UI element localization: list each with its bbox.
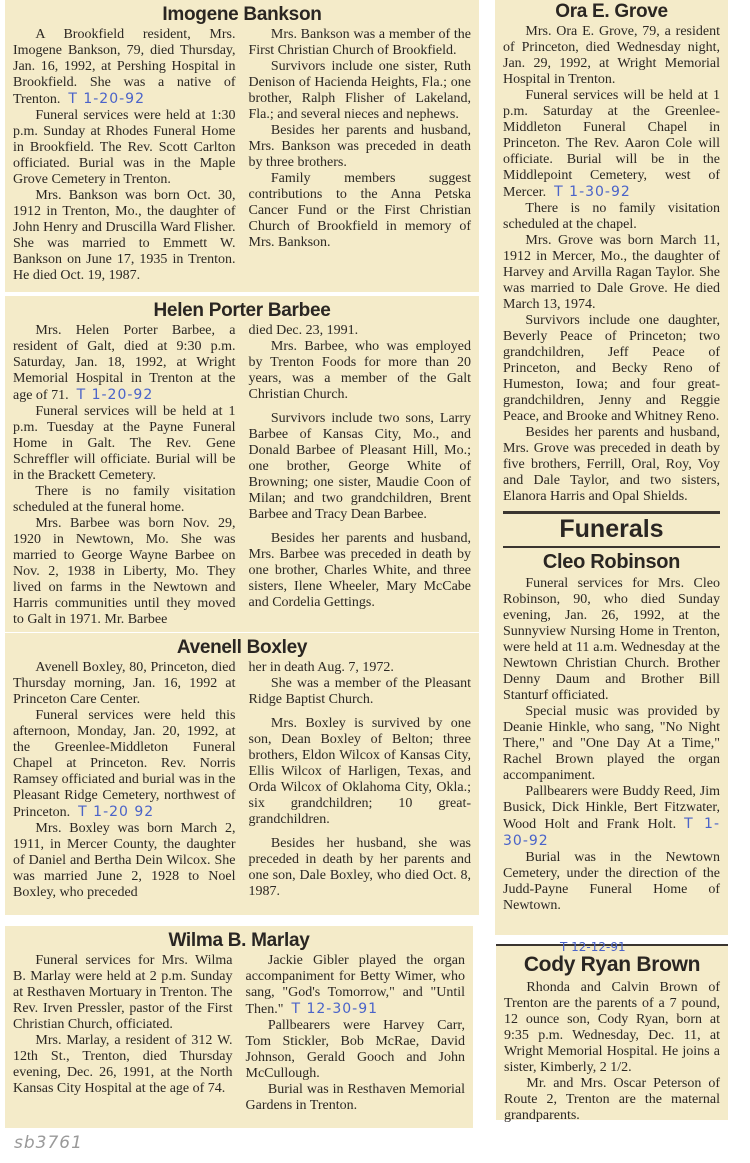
paragraph-text: Funeral services will be held at 1 p.m. Saturday at the Greenlee-Middleton Funeral Chapel in Princeton. The Rev. Aaron Cole will officiate. Burial will be in the Middlepoint Cemetery, west of Mercer. xyxy=(503,88,720,200)
handwritten-date-note: T 1-20-92 xyxy=(68,91,145,107)
paragraph xyxy=(249,411,472,523)
birth-announcement-title: Cody Ryan Brown xyxy=(523,953,701,976)
text-column xyxy=(13,323,236,628)
paragraph-text: died Dec. 23, 1991. xyxy=(248,323,359,338)
text-column xyxy=(249,27,472,284)
paragraph-text: Funeral services for Mrs. Cleo Robinson, 90, who died Sunday evening, Jan. 26, 1992, at the Sunnyview Nursing Home in Trenton, were held at 11 a.m. Wednesday at the Newtown Christian Church. Brother Denny Daum and Brother Bill Stanturf officiated. xyxy=(503,576,720,703)
clipping-helen-porter-barbee xyxy=(5,296,479,632)
paragraph xyxy=(13,821,236,901)
paragraph-text: Survivors include two sons, Larry Barbee of Kansas City, Mo., and Donald Barbee of Pleasant Hill, Mo.; one brother, George White of Browning; one sister, Maudie Coon of Milan; and two grandchildren, Brent Barbee and Tracy Dean Barbee. xyxy=(248,411,471,522)
paragraph-text: Besides her husband, she was preceded in death by her parents and one son, Dale Boxley, who died Oct. 8, 1987. xyxy=(248,836,471,899)
obituary-title: Imogene Bankson xyxy=(162,4,322,25)
obituary-title: Cleo Robinson xyxy=(542,551,681,573)
handwritten-date-note: T 1-30-92 xyxy=(503,816,720,849)
paragraph-text: Funeral services were held this afternoon, Monday, Jan. 20, 1992, at the Greenlee-Middleton Funeral Chapel at Princeton. Rev. Norris Ramsey officiated and burial was in the Pleasant Ridge Cemetery, northwest of Princeton. xyxy=(13,708,236,820)
paragraph xyxy=(249,339,472,403)
paragraph xyxy=(249,27,472,59)
obituary-title: Avenell Boxley xyxy=(176,637,308,658)
paragraph xyxy=(249,660,472,676)
paragraph xyxy=(503,313,720,425)
paragraph xyxy=(503,704,720,784)
paragraph xyxy=(249,836,472,900)
paragraph-text: Funeral services will be held at 1 p.m. Tuesday at the Payne Funeral Home in Galt. The Rev. Gene Schreffler will officiate. Burial will be in the Brackett Cemetery. xyxy=(13,404,236,483)
paragraph xyxy=(504,1076,720,1124)
paragraph xyxy=(249,676,472,708)
obituary-title: Helen Porter Barbee xyxy=(153,300,331,321)
paragraph xyxy=(13,1033,233,1097)
paragraph-text: Mrs. Bankson was a member of the First Christian Church of Brookfield. xyxy=(248,27,471,58)
paragraph xyxy=(13,27,236,108)
paragraph-text: Mrs. Helen Porter Barbee, a resident of Galt, died at 9:30 p.m. Saturday, Jan. 18, 1992, at Wright Memorial Hospital in Trenton at the age of 71. xyxy=(13,323,236,403)
paragraph xyxy=(503,576,720,704)
paragraph xyxy=(503,850,720,914)
paragraph-text: Survivors include one sister, Ruth Denison of Hacienda Heights, Fla.; one brother, Ralph Flisher of Lakeland, Fla.; and several nieces and nephews. xyxy=(248,59,471,122)
paragraph-text: Rhonda and Calvin Brown of Trenton are the parents of a 7 pound, 12 ounce son, Cody Ryan, born at 9:35 p.m. Wednesday, Dec. 11, at Wright Memorial Hospital. He joins a sister, Kimberly, 2 1/2. xyxy=(504,980,720,1075)
paragraph-text: A Brookfield resident, Mrs. Imogene Bankson, 79, died Thursday, Jan. 16, 1992, at Pershing Hospital in Brookfield. She was a native of Trenton. xyxy=(13,27,236,107)
text-columns xyxy=(13,323,471,628)
text-column xyxy=(246,953,466,1114)
paragraph-text: her in death Aug. 7, 1972. xyxy=(248,660,394,675)
text-column xyxy=(249,660,472,901)
paragraph-text: Besides her parents and husband, Mrs. Bankson was preceded in death by three brothers. xyxy=(248,123,471,170)
handwritten-date-note: T 1-20 92 xyxy=(78,804,155,820)
paragraph xyxy=(249,323,472,339)
paragraph-text: Mrs. Barbee, who was employed by Trenton Foods for more than 20 years, was a member of the Galt Christian Church. xyxy=(248,339,471,402)
paragraph xyxy=(13,708,236,821)
clipping-imogene-bankson xyxy=(5,0,479,292)
paragraph-text: Mrs. Bankson was born Oct. 30, 1912 in Trenton, Mo., the daughter of John Henry and Druscilla Ward Flisher. She was married to Emmett W. Bankson on June 17, 1935 in Trenton. He died Oct. 19, 1987. xyxy=(13,188,236,283)
announcement-body xyxy=(504,980,720,1124)
paragraph xyxy=(249,716,472,828)
paragraph xyxy=(246,1018,466,1082)
paragraph-text: Funeral services were held at 1:30 p.m. Sunday at Rhodes Funeral Home in Brookfield. The Rev. Scott Carlton officiated. Burial was in the Maple Grove Cemetery in Trenton. xyxy=(13,108,236,187)
paragraph-text: Pallbearers were Buddy Reed, Jim Busick, Dick Hinkle, Bert Fitzwater, Wood Holt and Frank Holt. xyxy=(503,784,720,832)
paragraph-text: Family members suggest contributions to the Anna Petska Cancer Fund or the First Christian Church of Brookfield in memory of Mrs. Bankson. xyxy=(248,171,471,250)
paragraph xyxy=(13,484,236,516)
text-column xyxy=(249,323,472,628)
obituary-body xyxy=(503,576,720,914)
paragraph xyxy=(249,171,472,251)
paragraph xyxy=(503,24,720,88)
handwritten-archive-id: sb3761 xyxy=(14,1133,83,1153)
obituary-title: Wilma B. Marlay xyxy=(168,930,310,951)
paragraph xyxy=(246,1082,466,1114)
paragraph-text: Mrs. Ora E. Grove, 79, a resident of Princeton, died Wednesday night, Jan. 29, 1992, at Wright Memorial Hospital in Trenton. xyxy=(503,24,720,87)
paragraph-text: Mrs. Barbee was born Nov. 29, 1920 in Newtown, Mo. She was married to George Wayne Barbee on Nov. 2, 1938 in Liberty, Mo. They lived on farms in the Newtown and Harris communities until they moved to Galt in 1971. Mr. Barbee xyxy=(13,516,236,627)
paragraph-text: Pallbearers were Harvey Carr, Tom Stickler, Bob McRae, David Johnson, Gerald Gooch and John McCullough. xyxy=(245,1018,465,1081)
paragraph-text: Funeral services for Mrs. Wilma B. Marlay were held at 2 p.m. Sunday at Resthaven Mortuary in Trenton. The Rev. Irven Pressler, pastor of the First Christian Church, officiated. xyxy=(13,953,233,1032)
text-columns xyxy=(13,953,465,1114)
paragraph xyxy=(13,516,236,628)
text-column xyxy=(13,660,236,901)
clipping-avenell-boxley xyxy=(5,633,479,915)
paragraph-text: Mrs. Boxley was born March 2, 1911, in Mercer County, the daughter of Daniel and Bertha Dein Wilcox. She was married June 2, 1928 to Noel Boxley, who preceded xyxy=(13,821,236,900)
clipping-wilma-b-marlay xyxy=(5,926,473,1128)
paragraph-text: Survivors include one daughter, Beverly Peace of Princeton; two grandchildren, Jeff Peace of Princeton, and Becky Reno of Humeston, Iowa; and four great-grandchildren, Jenny and Reggie Peace, and Brooke and Whitney Reno. xyxy=(503,313,720,424)
paragraph xyxy=(503,88,720,201)
paragraph xyxy=(249,531,472,611)
paragraph-text: Mrs. Marlay, a resident of 312 W. 12th St., Trenton, died Thursday evening, Dec. 26, 1991, at the North Kansas City Hospital at the age of 74. xyxy=(13,1033,233,1096)
paragraph-text: Jackie Gibler played the organ accompaniment for Betty Wimer, who sang, "God's Tomorrow," and "Until Then." xyxy=(245,953,465,1017)
handwritten-date-note: T 1-30-92 xyxy=(554,184,631,200)
text-column xyxy=(13,27,236,284)
paragraph xyxy=(503,784,720,850)
paragraph xyxy=(249,123,472,171)
clipping-cody-ryan-brown xyxy=(496,940,728,1123)
paragraph xyxy=(13,953,233,1033)
clipping-ora-grove xyxy=(495,0,728,935)
paragraph-text: Besides her parents and husband, Mrs. Grove was preceded in death by five brothers, Ferrill, Oral, Roy, Voy and Dale Taylor, and two sisters, Elanora Harris and Opal Shields. xyxy=(503,425,720,504)
paragraph xyxy=(13,404,236,484)
paragraph xyxy=(13,323,236,404)
paragraph-text: Mr. and Mrs. Oscar Peterson of Route 2, Trenton are the maternal grandparents. xyxy=(504,1076,720,1123)
paragraph-text: Burial was in the Newtown Cemetery, under the direction of the Judd-Payne Funeral Home of Newtown. xyxy=(503,850,720,913)
section-heading: Funerals xyxy=(559,515,664,543)
paragraph xyxy=(246,953,466,1018)
paragraph xyxy=(503,425,720,505)
paragraph-text: There is no family visitation scheduled at the chapel. xyxy=(503,201,720,232)
paragraph-text: Avenell Boxley, 80, Princeton, died Thursday morning, Jan. 16, 1992 at Princeton Care Center. xyxy=(13,660,236,707)
handwritten-date-note: T 1-20-92 xyxy=(76,387,154,403)
paragraph-text: Mrs. Grove was born March 11, 1912 in Mercer, Mo., the daughter of Harvey and Arvilla Ragan Taylor. She was married to Dale Grove. He died March 13, 1974. xyxy=(503,233,720,312)
paragraph xyxy=(13,188,236,284)
paragraph-text: Special music was provided by Deanie Hinkle, who sang, "No Night There," and "One Day At a Time," Rachel Brown played the organ accompaniment. xyxy=(503,704,720,783)
handwritten-date-note: T 12-12-91 xyxy=(560,940,626,954)
paragraph-text: Mrs. Boxley is survived by one son, Dean Boxley of Belton; three brothers, Eldon Wilcox of Kansas City, Ellis Wilcox of Harligen, Texas, and Orda Wilcox of Oklahoma City, Okla.; six grandchildren; 10 great-grandchildren. xyxy=(248,716,471,827)
handwritten-date-note: T 12-30-91 xyxy=(291,1001,379,1017)
text-column xyxy=(13,953,233,1114)
paragraph-text: She was a member of the Pleasant Ridge Baptist Church. xyxy=(248,676,471,707)
paragraph xyxy=(13,660,236,708)
paragraph xyxy=(503,233,720,313)
paragraph-text: Besides her parents and husband, Mrs. Barbee was preceded in death by one brother, Charles White, and three sisters, Ilene Wheeler, Mary McCabe and Cordelia Gettings. xyxy=(248,531,471,610)
paragraph-text: There is no family visitation scheduled at the funeral home. xyxy=(13,484,236,515)
paragraph xyxy=(503,201,720,233)
paragraph xyxy=(504,980,720,1076)
paragraph xyxy=(249,59,472,123)
paragraph-text: Burial was in Resthaven Memorial Gardens in Trenton. xyxy=(245,1082,465,1113)
text-columns xyxy=(13,27,471,284)
obituary-body xyxy=(503,24,720,505)
obituary-title: Ora E. Grove xyxy=(555,1,668,22)
paragraph xyxy=(13,108,236,188)
text-columns xyxy=(13,660,471,901)
